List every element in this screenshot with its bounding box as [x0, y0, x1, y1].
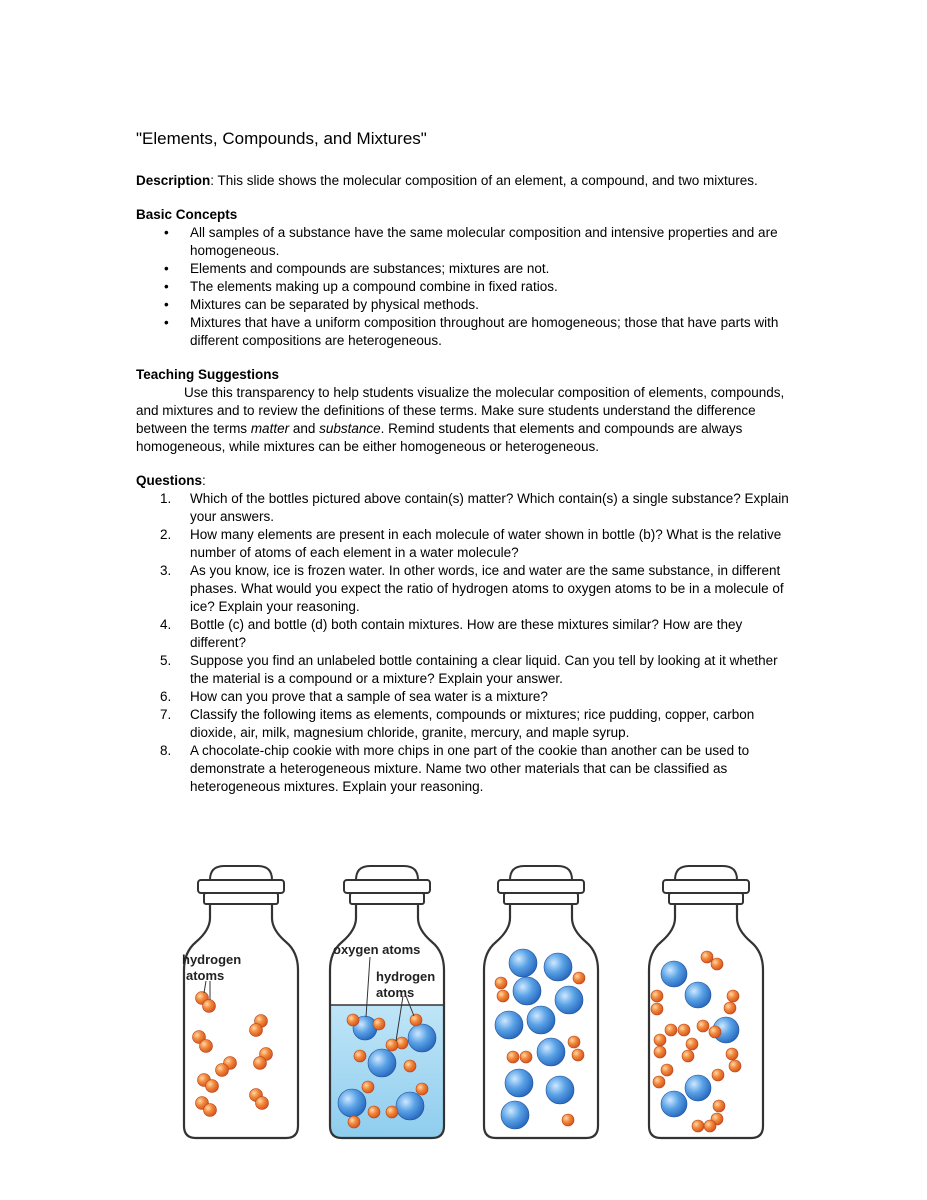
question-text: How many elements are present in each molecule of water shown in bottle (b)? What is the relative number of atoms of each element in a water molecule? — [190, 527, 782, 560]
bottle-a-hydrogen-molecules — [193, 992, 273, 1117]
teaching-text-3: . Remind students that elements and compounds are always homogeneous, while mixtures can be either homogeneous or heterogeneous. — [136, 421, 743, 454]
label-atoms-a: atoms — [186, 968, 225, 983]
basic-concepts-heading: Basic Concepts — [136, 207, 238, 222]
bottle-d-mixture — [651, 951, 741, 1132]
term-substance: substance — [319, 421, 381, 436]
document-title: "Elements, Compounds, and Mixtures" — [136, 129, 427, 148]
question-number: 2. — [160, 527, 172, 542]
bottle-c-mixture — [495, 949, 585, 1129]
questions-heading-line — [136, 472, 796, 490]
question-number: 4. — [160, 617, 172, 632]
question-item — [136, 526, 796, 562]
question-number: 7. — [160, 707, 172, 722]
question-text: A chocolate-chip cookie with more chips in one part of the cookie than another can be used to demonstrate a heterogeneous mixture. Name two other materials that can be classified as heterogeneous mixtures. Explain your reasoning. — [190, 743, 750, 794]
concept-item: • Mixtures that have a uniform composition throughout are homogeneous; those that have parts with different compositions are heterogeneous. — [136, 314, 796, 350]
questions-list — [136, 490, 796, 796]
teaching-text-2: and — [289, 421, 320, 436]
question-number: 8. — [160, 743, 172, 758]
question-number: 6. — [160, 689, 172, 704]
question-item — [136, 688, 796, 706]
concept-item: • The elements making up a compound combine in fixed ratios. — [136, 278, 796, 296]
question-text: Classify the following items as elements, compounds or mixtures; rice pudding, copper, carbon dioxide, air, milk, magnesium chloride, granite, mercury, and maple syrup. — [190, 707, 755, 740]
label-hydrogen-a: hydrogen — [182, 952, 242, 967]
questions-heading: Questions — [136, 473, 203, 488]
question-number: 5. — [160, 653, 172, 668]
concept-item: • Mixtures can be separated by physical methods. — [136, 296, 796, 314]
question-item — [136, 616, 796, 652]
question-text: Which of the bottles pictured above contain(s) matter? Which contain(s) a single substance? Explain your answers. — [190, 491, 789, 524]
question-text: Suppose you find an unlabeled bottle containing a clear liquid. Can you tell by looking at it whether the material is a compound or a mixture? Explain your answer. — [190, 653, 778, 686]
description-text: : This slide shows the molecular composition of an element, a compound, and two mixtures. — [210, 173, 758, 188]
term-matter: matter — [250, 421, 290, 436]
basic-concepts-list — [136, 224, 796, 350]
teaching-suggestions-heading: Teaching Suggestions — [136, 367, 280, 382]
question-item — [136, 742, 796, 796]
bottles-figure — [170, 860, 770, 1145]
question-number: 3. — [160, 563, 172, 578]
teaching-suggestions-text — [136, 384, 796, 456]
description-paragraph — [136, 172, 796, 190]
bottles-illustration — [170, 860, 770, 1145]
concept-item: • Elements and compounds are substances; mixtures are not. — [136, 260, 796, 278]
question-item — [136, 490, 796, 526]
description-label: Description — [136, 173, 211, 188]
label-hydrogen-b: hydrogen — [376, 969, 436, 984]
label-oxygen-atoms: oxygen atoms — [333, 942, 421, 957]
teaching-text-1: Use this transparency to help students visualize the molecular composition of elements, compounds, and mixtures and to review the definitions of these terms. Make sure students understand the difference between the terms — [136, 385, 785, 436]
question-text: Bottle (c) and bottle (d) both contain mixtures. How are these mixtures similar? How are they different? — [190, 617, 743, 650]
label-atoms-b: atoms — [376, 985, 415, 1000]
question-item — [136, 706, 796, 742]
question-item — [136, 652, 796, 688]
document-content — [136, 130, 796, 796]
question-item — [136, 562, 796, 616]
questions-colon: : — [202, 473, 206, 488]
question-number: 1. — [160, 491, 172, 506]
question-text: How can you prove that a sample of sea water is a mixture? — [190, 689, 548, 704]
question-text: As you know, ice is frozen water. In other words, ice and water are the same substance, in different phases. What would you expect the ratio of hydrogen atoms to oxygen atoms to be in a molecule of ice? Explain your reasoning. — [190, 563, 784, 614]
concept-item: • All samples of a substance have the same molecular composition and intensive properties and are homogeneous. — [136, 224, 796, 260]
